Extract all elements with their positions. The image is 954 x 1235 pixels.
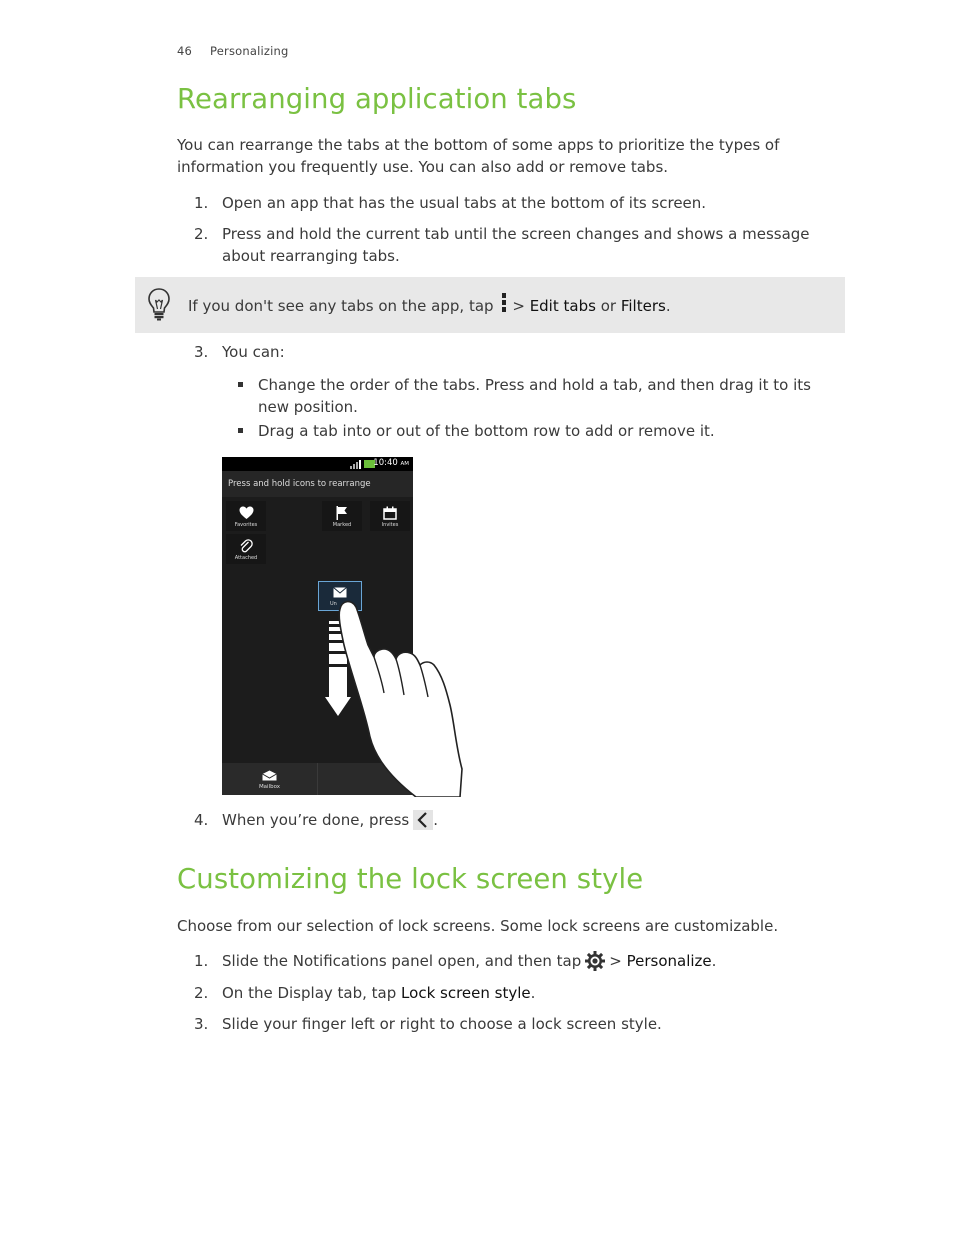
- personalize-label: Personalize: [626, 952, 712, 970]
- tab-attached[interactable]: Attached: [226, 534, 266, 564]
- step-number: 3.: [194, 343, 209, 361]
- page-number: 46: [177, 44, 193, 58]
- back-chevron-icon: [413, 810, 433, 830]
- menu-dots-icon: [502, 293, 506, 314]
- filters-label: Filters: [620, 297, 666, 315]
- tab-mailbox[interactable]: Mailbox: [222, 763, 317, 795]
- step-text: On the Display tab, tap Lock screen style.: [222, 984, 536, 1002]
- bullet-square: [238, 428, 243, 433]
- section-name: Personalizing: [210, 44, 289, 58]
- tip-text: If you don't see any tabs on the app, tap > Edit tabs or Filters.: [188, 293, 671, 317]
- rearrange-instruction: Press and hold icons to rearrange: [228, 479, 371, 489]
- tab-favorites[interactable]: Favorites: [226, 501, 266, 531]
- paperclip-icon: [239, 539, 253, 553]
- step-text: Slide your finger left or right to choose a lock screen style.: [222, 1015, 662, 1033]
- phone-screenshot: [222, 457, 413, 795]
- tip-box: [135, 277, 845, 333]
- step-number: 1.: [194, 194, 209, 212]
- flag-icon: [336, 506, 348, 520]
- section-title-rearranging: Rearranging application tabs: [177, 83, 577, 115]
- calendar-icon: [383, 506, 397, 520]
- lightbulb-icon: [147, 287, 171, 325]
- page-header: [177, 44, 289, 58]
- status-bar: [222, 457, 413, 471]
- step-text: You can:: [222, 343, 285, 361]
- intro-paragraph: You can rearrange the tabs at the bottom of some apps to prioritize the types of information you frequently use. You can also add or remove tabs.: [177, 136, 780, 176]
- dragged-tab[interactable]: Un: [318, 581, 362, 611]
- step-text: When you’re done, press .: [222, 811, 438, 829]
- step-number: 2.: [194, 225, 209, 243]
- finger-hand-illustration: [330, 597, 465, 797]
- mailbox-envelope-icon: [262, 770, 277, 781]
- step-text: Open an app that has the usual tabs at the bottom of its screen.: [222, 194, 707, 212]
- step-text: Slide the Notifications panel open, and then tap > Personalize.: [222, 950, 832, 977]
- lock-screen-intro: Choose from our selection of lock screens. Some lock screens are customizable.: [177, 917, 779, 935]
- step-number: 3.: [194, 1015, 209, 1033]
- tab-divider: [317, 763, 318, 795]
- settings-gear-icon: [585, 951, 605, 977]
- step-number: 2.: [194, 984, 209, 1002]
- status-time: 10:40 AM: [373, 458, 409, 468]
- step-text: Press and hold the current tab until the screen changes and shows a message about rearranging tabs.: [222, 225, 810, 265]
- bullet-square: [238, 382, 243, 387]
- rearrange-title-bar: [222, 471, 413, 497]
- tab-invites[interactable]: Invites: [370, 501, 410, 531]
- lock-screen-style-label: Lock screen style: [401, 984, 531, 1002]
- section-title-lock-screen: Customizing the lock screen style: [177, 863, 644, 895]
- edit-tabs-label: Edit tabs: [529, 297, 596, 315]
- tab-marked[interactable]: Marked: [322, 501, 362, 531]
- heart-icon: [239, 506, 254, 520]
- step-number: 4.: [194, 811, 209, 829]
- signal-icon: [350, 460, 362, 469]
- step-number: 1.: [194, 952, 209, 970]
